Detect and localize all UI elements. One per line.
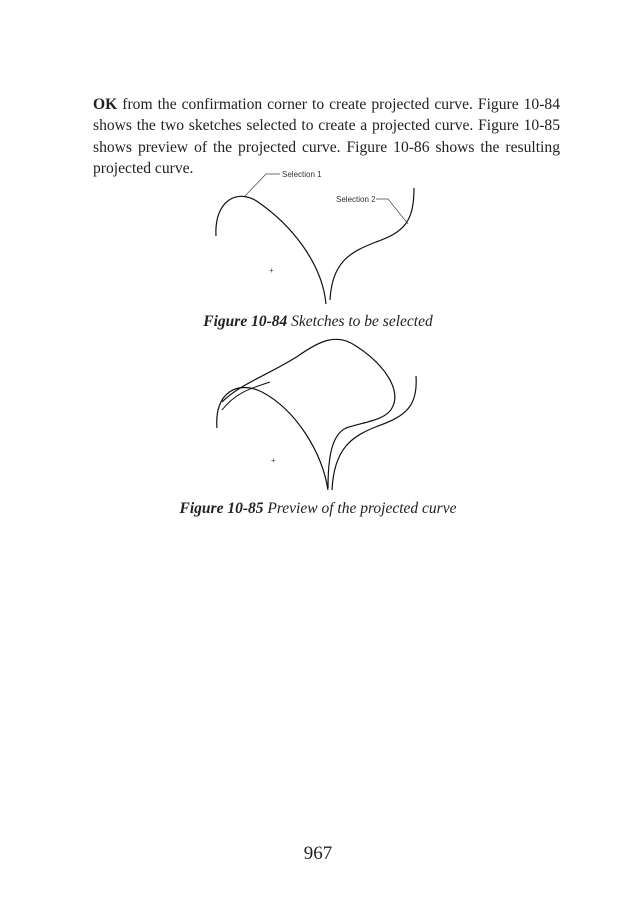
ok-keyword: OK: [93, 95, 118, 113]
selection-2-label: Selection 2: [336, 195, 376, 204]
figure-10-84-number: Figure 10-84: [203, 313, 288, 330]
figure-10-85-caption: [0, 500, 636, 518]
projected-curve-top-edge: [222, 339, 395, 488]
preview-origin-marker: +: [271, 456, 276, 465]
figure-10-85-caption-text: Preview of the projected curve: [263, 500, 457, 517]
preview-sketch-2-curve: [332, 376, 416, 490]
figure-10-84-caption-text: Sketches to be selected: [287, 313, 433, 330]
selection-1-label: Selection 1: [282, 170, 322, 179]
origin-marker: +: [269, 266, 274, 275]
page-number: 967: [303, 843, 333, 864]
body-paragraph-text: from the confirmation corner to create projected curve. Figure 10-84 shows the two sketches selected to create a projected curve. Figure 10-85 shows preview of the projected curve. Figure 10-86 shows the resulting projected curve.: [93, 95, 560, 178]
figure-10-85-number: Figure 10-85: [179, 500, 264, 517]
preview-arc-curve: [217, 388, 328, 491]
